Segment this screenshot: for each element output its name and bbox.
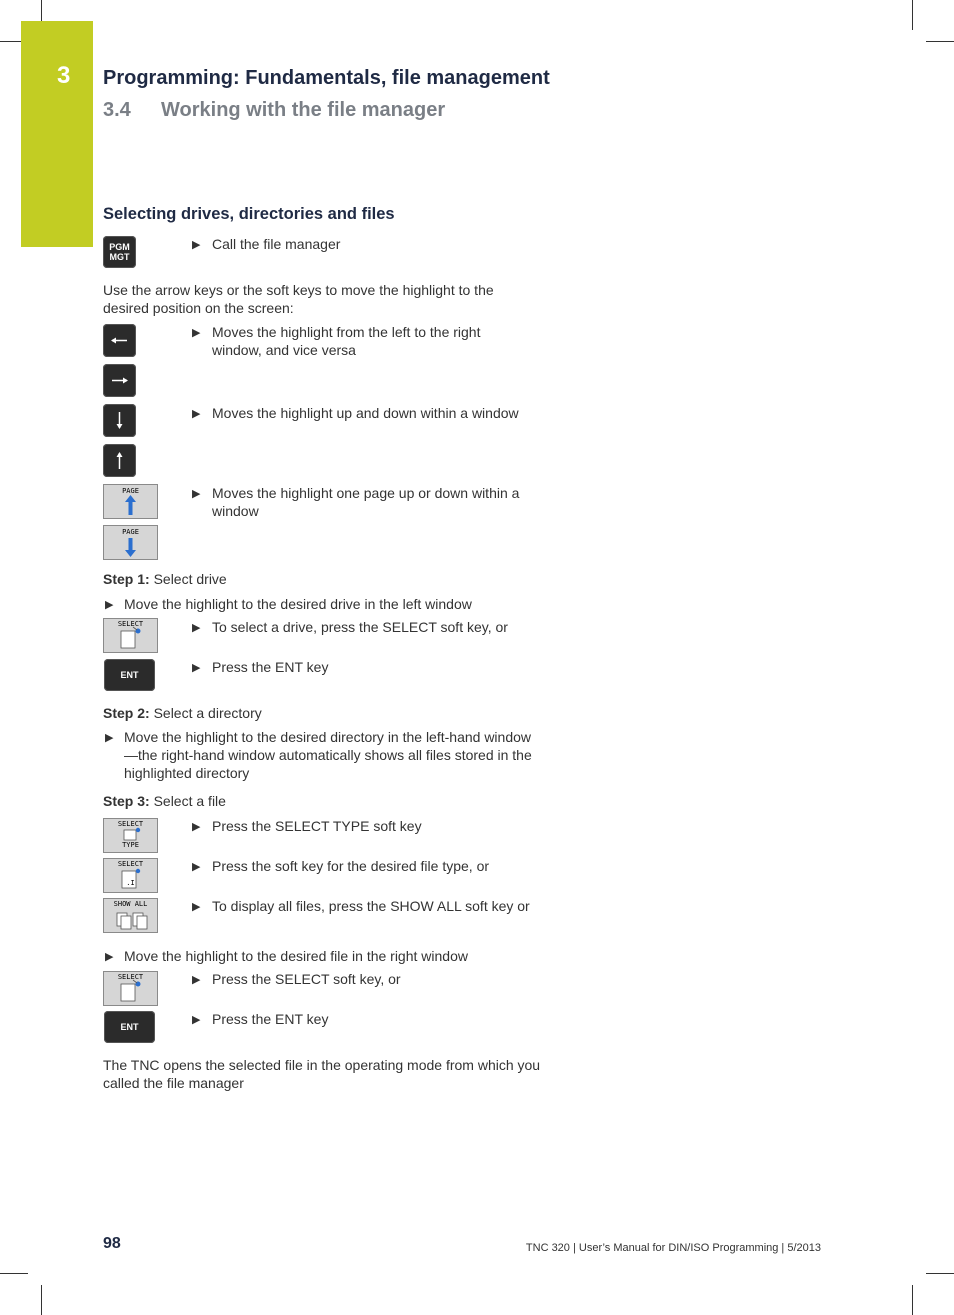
chapter-tab <box>21 21 93 247</box>
select-softkey <box>103 618 158 653</box>
chapter-number: 3 <box>57 62 71 89</box>
pgm-key-label: PGM <box>109 242 130 252</box>
step-file-type: Press the soft key for the desired file type, or <box>212 858 490 874</box>
page-down-softkey <box>103 525 158 560</box>
step-press-ent-1: Press the ENT key <box>212 659 329 675</box>
step3-label: Step 3: <box>103 793 150 809</box>
page-up-label: PAGE <box>122 487 139 495</box>
crop-mark <box>41 0 42 22</box>
step1-bullet: Move the highlight to the desired drive in the left window <box>124 596 472 612</box>
arrow-up-icon <box>103 444 136 477</box>
closing-paragraph: The TNC opens the selected file in the operating mode from which you called the file manager <box>103 1057 541 1091</box>
bullet-icon: ▶ <box>192 974 201 986</box>
file-type-icon <box>104 819 157 852</box>
move-right-bullet: Move the highlight to the desired file in the right window <box>124 948 468 964</box>
bullet-icon: ▶ <box>192 1014 201 1026</box>
bullet-icon: ▶ <box>192 488 201 500</box>
show-all-softkey <box>103 898 158 933</box>
step2-heading <box>103 704 262 722</box>
step2-text: Select a directory <box>149 705 262 721</box>
page-down-icon <box>104 526 157 559</box>
bullet-icon: ▶ <box>192 662 201 674</box>
step2-label: Step 2: <box>103 705 150 721</box>
select-i-softkey <box>103 858 158 893</box>
ent-key-label: ENT <box>120 670 139 680</box>
select-label: SELECT <box>117 620 144 628</box>
step1-heading <box>103 570 227 588</box>
document-info: TNC 320 | User’s Manual for DIN/ISO Programming | 5/2013 <box>525 1242 821 1254</box>
step1-text: Select drive <box>149 571 227 587</box>
select-icon <box>104 972 157 1005</box>
step-left-right: Moves the highlight from the left to the right window, and vice versa <box>212 324 481 358</box>
intro-paragraph: Use the arrow keys or the soft keys to move the highlight to the desired position on the screen: <box>103 282 494 316</box>
step-press-ent-2: Press the ENT key <box>212 1011 329 1027</box>
step-select-type: Press the SELECT TYPE soft key <box>212 818 422 834</box>
page-up-softkey <box>103 484 158 519</box>
subheading: Selecting drives, directories and files <box>103 205 395 223</box>
page-up-icon <box>104 485 157 518</box>
select-icon <box>104 619 157 652</box>
arrow-right-icon <box>103 364 136 397</box>
ent-key <box>104 659 155 691</box>
bullet-icon: ▶ <box>192 327 201 339</box>
select-i-label-2: .I <box>126 879 135 887</box>
step3-heading <box>103 792 226 810</box>
bullet-icon: ▶ <box>105 732 114 744</box>
arrow-left-key <box>103 324 136 357</box>
section-number: 3.4 <box>103 99 131 121</box>
select-type-label-1: SELECT <box>117 820 144 828</box>
crop-mark <box>926 1273 954 1274</box>
pgm-mgt-key <box>103 236 136 268</box>
show-all-label: SHOW ALL <box>113 900 148 908</box>
crop-mark <box>0 41 22 42</box>
step-show-all: To display all files, press the SHOW ALL soft key or <box>212 898 530 914</box>
crop-mark <box>41 1285 42 1315</box>
bullet-icon: ▶ <box>192 821 201 833</box>
chapter-title: Programming: Fundamentals, file management <box>103 67 550 89</box>
bullet-icon: ▶ <box>192 622 201 634</box>
select-type-label-2: TYPE <box>122 841 139 849</box>
crop-mark <box>0 1273 28 1274</box>
select-label-2: SELECT <box>117 973 144 981</box>
arrow-left-icon <box>103 324 136 357</box>
select-i-label-1: SELECT <box>117 860 144 868</box>
arrow-down-key <box>103 404 136 437</box>
step2-bullet: Move the highlight to the desired directory in the left-hand window—the right-hand window automatically shows all files stored in the highlighted directory <box>124 729 532 781</box>
step-up-down: Moves the highlight up and down within a window <box>212 405 519 421</box>
page-number: 98 <box>103 1235 121 1252</box>
step-press-select: Press the SELECT soft key, or <box>212 971 401 987</box>
page-down-label: PAGE <box>122 528 139 536</box>
crop-mark <box>912 0 913 30</box>
select-type-softkey <box>103 818 158 853</box>
step-call-file-manager: Call the file manager <box>212 236 341 252</box>
bullet-icon: ▶ <box>192 901 201 913</box>
step1-label: Step 1: <box>103 571 150 587</box>
ent-key-label-2: ENT <box>120 1022 139 1032</box>
crop-mark <box>926 41 954 42</box>
arrow-up-key <box>103 444 136 477</box>
file-icon <box>104 859 157 892</box>
multiple-files-icon <box>104 899 157 932</box>
bullet-icon: ▶ <box>105 599 114 611</box>
bullet-icon: ▶ <box>192 861 201 873</box>
bullet-icon: ▶ <box>192 239 201 251</box>
arrow-down-icon <box>103 404 136 437</box>
bullet-icon: ▶ <box>105 951 114 963</box>
select-softkey-2 <box>103 971 158 1006</box>
step-page: Moves the highlight one page up or down within a window <box>212 485 520 519</box>
arrow-right-key <box>103 364 136 397</box>
mgt-key-label: MGT <box>109 252 130 262</box>
crop-mark <box>912 1285 913 1315</box>
ent-key-2 <box>104 1011 155 1043</box>
step3-text: Select a file <box>149 793 226 809</box>
step-select-drive: To select a drive, press the SELECT soft key, or <box>212 619 508 635</box>
section-title: Working with the file manager <box>161 99 446 121</box>
bullet-icon: ▶ <box>192 408 201 420</box>
